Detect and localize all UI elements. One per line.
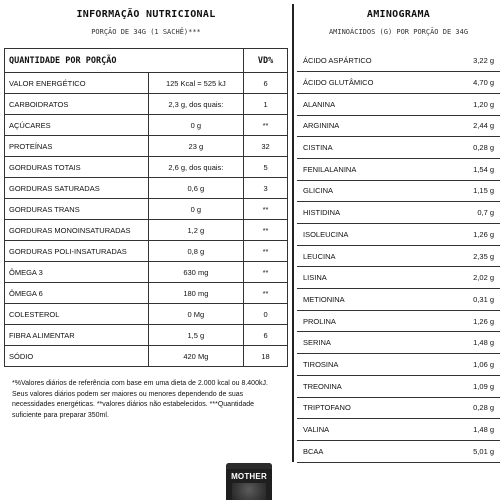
amino-acid-name: GLICINA — [303, 186, 334, 196]
nutrient-vd: ** — [244, 262, 288, 283]
amino-acid-name: VALINA — [303, 425, 330, 435]
nutrient-amount: 420 Mg — [148, 346, 244, 367]
nutrient-name: AÇÚCARES — [5, 115, 149, 136]
nutrient-name: GORDURAS MONOINSATURADAS — [5, 220, 149, 241]
nutrient-vd: ** — [244, 220, 288, 241]
amino-acid-name: METIONINA — [303, 294, 345, 304]
nutrient-vd: 5 — [244, 157, 288, 178]
nutrition-row — [5, 115, 288, 136]
nutrition-row — [5, 199, 288, 220]
amino-acid-row — [297, 397, 500, 419]
amino-acid-name: TREONINA — [303, 381, 342, 391]
amino-acid-row — [297, 224, 500, 246]
amino-acid-value: 2,44 g — [473, 121, 494, 131]
nutrient-amount: 0,8 g — [148, 241, 244, 262]
nutrient-vd: 0 — [244, 304, 288, 325]
amino-acid-row — [297, 202, 500, 224]
nutrition-title: INFORMAÇÃO NUTRICIONAL — [76, 9, 216, 20]
amino-acid-row — [297, 267, 500, 289]
nutrient-vd: ** — [244, 115, 288, 136]
amino-acid-name: LISINA — [303, 273, 327, 283]
nutrient-vd: 6 — [244, 325, 288, 346]
nutrient-name: FIBRA ALIMENTAR — [5, 325, 149, 346]
nutrient-vd: ** — [244, 241, 288, 262]
package-artwork — [232, 483, 266, 500]
amino-acid-value: 1,06 g — [473, 359, 494, 369]
amino-acid-row — [297, 375, 500, 397]
serving-size: PORÇÃO DE 34G (1 SACHÊ)*** — [91, 28, 201, 36]
amino-acid-value: 3,22 g — [473, 56, 494, 66]
amino-acid-row — [297, 332, 500, 354]
aminogram-table — [297, 50, 500, 463]
nutrient-name: ÔMEGA 6 — [5, 283, 149, 304]
nutrient-amount: 0 Mg — [148, 304, 244, 325]
amino-acid-row — [297, 137, 500, 159]
amino-acid-row — [297, 354, 500, 376]
amino-acid-row — [297, 289, 500, 311]
nutrition-row — [5, 262, 288, 283]
nutrient-amount: 0 g — [148, 115, 244, 136]
nutrition-row — [5, 73, 288, 94]
nutrition-row — [5, 241, 288, 262]
amino-acid-row — [297, 93, 500, 115]
column-divider — [292, 4, 294, 462]
nutrient-amount: 23 g — [148, 136, 244, 157]
nutrient-amount: 630 mg — [148, 262, 244, 283]
nutrient-vd: 3 — [244, 178, 288, 199]
amino-acid-name: ARGININA — [303, 121, 340, 131]
amino-acid-name: ÁCIDO GLUTÂMICO — [303, 78, 374, 88]
nutrient-name: PROTEÍNAS — [5, 136, 149, 157]
nutrient-name: GORDURAS SATURADAS — [5, 178, 149, 199]
amino-acid-value: 5,01 g — [473, 446, 494, 456]
amino-acid-value: 1,20 g — [473, 99, 494, 109]
nutrient-amount: 2,3 g, dos quais: — [148, 94, 244, 115]
nutrient-amount: 0 g — [148, 199, 244, 220]
product-package-image — [226, 463, 272, 500]
nutrient-vd: 32 — [244, 136, 288, 157]
amino-acid-value: 1,26 g — [473, 316, 494, 326]
amino-acid-value: 2,02 g — [473, 273, 494, 283]
amino-acid-row — [297, 440, 500, 462]
amino-acid-row — [297, 50, 500, 72]
package-brand: MOTHER — [231, 472, 267, 481]
nutrition-row — [5, 346, 288, 367]
amino-acid-value: 0,28 g — [473, 143, 494, 153]
nutrient-vd: 6 — [244, 73, 288, 94]
aminogram-title: AMINOGRAMA — [366, 9, 431, 20]
amino-acid-name: ALANINA — [303, 99, 336, 109]
amino-acid-name: SERINA — [303, 338, 331, 348]
nutrition-row — [5, 220, 288, 241]
amino-acid-value: 0,7 g — [477, 208, 494, 218]
nutrient-vd: 1 — [244, 94, 288, 115]
nutrition-row — [5, 325, 288, 346]
amino-acid-name: FENILALANINA — [303, 164, 357, 174]
nutrition-table — [4, 48, 288, 367]
amino-acid-name: LEUCINA — [303, 251, 336, 261]
amino-acid-value: 1,15 g — [473, 186, 494, 196]
nutrient-amount: 125 Kcal = 525 kJ — [148, 73, 244, 94]
nutrient-amount: 180 mg — [148, 283, 244, 304]
amino-acid-row — [297, 419, 500, 441]
amino-acid-row — [297, 72, 500, 94]
nutrient-name: GORDURAS TRANS — [5, 199, 149, 220]
nutrition-table-header — [5, 49, 288, 73]
amino-acid-row — [297, 180, 500, 202]
amino-acid-name: TIROSINA — [303, 359, 339, 369]
nutrient-vd: ** — [244, 283, 288, 304]
nutrient-name: GORDURAS TOTAIS — [5, 157, 149, 178]
vd-header: VD% — [244, 49, 288, 73]
amino-acid-row — [297, 245, 500, 267]
amino-acid-value: 1,48 g — [473, 338, 494, 348]
amino-acid-value: 1,26 g — [473, 229, 494, 239]
amino-acid-value: 1,09 g — [473, 381, 494, 391]
nutrient-name: CARBOIDRATOS — [5, 94, 149, 115]
nutrient-name: SÓDIO — [5, 346, 149, 367]
package-seal — [226, 463, 272, 469]
aminogram-subtitle: AMINOÁCIDOS (G) POR PORÇÃO DE 34G — [328, 28, 469, 36]
nutrient-amount: 0,6 g — [148, 178, 244, 199]
amino-acid-name: HISTIDINA — [303, 208, 341, 218]
amino-acid-row — [297, 158, 500, 180]
nutrient-name: COLESTEROL — [5, 304, 149, 325]
amino-acid-name: TRIPTOFANO — [303, 403, 351, 413]
amino-acid-value: 2,35 g — [473, 251, 494, 261]
amino-acid-name: BCAA — [303, 446, 324, 456]
nutrition-footnote: *%Valores diários de referência com base em uma dieta de 2.000 kcal ou 8.400kJ. Seus valores diários podem ser maiores ou menores dependendo de suas necessidades energéticas. **valores diários não estabelecidos. ***Quantidade suficiente para preparar 350ml. — [12, 380, 268, 419]
amino-acid-value: 4,70 g — [473, 78, 494, 88]
nutrition-row — [5, 304, 288, 325]
nutrient-amount: 2,6 g, dos quais: — [148, 157, 244, 178]
amino-acid-value: 1,48 g — [473, 425, 494, 435]
nutrient-amount: 1,2 g — [148, 220, 244, 241]
nutrient-vd: ** — [244, 199, 288, 220]
nutrient-name: ÔMEGA 3 — [5, 262, 149, 283]
nutrient-name: GORDURAS POLI-INSATURADAS — [5, 241, 149, 262]
amino-acid-value: 1,54 g — [473, 164, 494, 174]
amino-acid-name: ISOLEUCINA — [303, 229, 349, 239]
nutrient-name: VALOR ENERGÉTICO — [5, 73, 149, 94]
nutrient-amount: 1,5 g — [148, 325, 244, 346]
nutrient-vd: 18 — [244, 346, 288, 367]
nutrition-row — [5, 178, 288, 199]
amino-acid-name: ÁCIDO ASPÁRTICO — [303, 56, 372, 66]
nutrition-row — [5, 283, 288, 304]
amino-acid-name: CISTINA — [303, 143, 333, 153]
amino-acid-value: 0,31 g — [473, 294, 494, 304]
amino-acid-name: PROLINA — [303, 316, 336, 326]
nutrition-row — [5, 136, 288, 157]
quantity-per-serving-header: QUANTIDADE POR PORÇÃO — [5, 49, 244, 73]
amino-acid-row — [297, 115, 500, 137]
nutrition-row — [5, 157, 288, 178]
amino-acid-row — [297, 310, 500, 332]
amino-acid-value: 0,28 g — [473, 403, 494, 413]
nutrition-row — [5, 94, 288, 115]
